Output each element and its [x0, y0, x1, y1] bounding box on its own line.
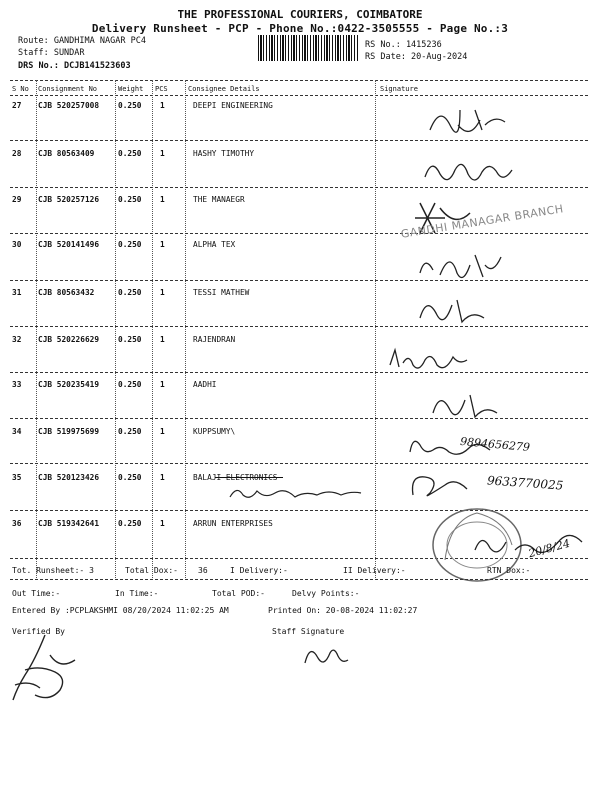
row-pcs: 1 [160, 335, 165, 344]
row-consignee: ALPHA TEX [193, 240, 236, 249]
column-header-sno: S No [12, 85, 29, 93]
row-consignment: CJB 519342641 [38, 519, 100, 528]
column-header-signature: Signature [380, 85, 418, 93]
row-pcs: 1 [160, 101, 165, 110]
row-pcs: 1 [160, 195, 165, 204]
table-row [0, 101, 600, 149]
staff-label: Staff: SUNDAR [18, 48, 85, 58]
signature-mark [420, 152, 515, 192]
verified-signature [5, 630, 85, 710]
company-title: THE PROFESSIONAL COURIERS, COIMBATORE [177, 8, 423, 21]
total-dox-value: 36 [198, 566, 208, 575]
in-time: In Time:- [115, 589, 159, 598]
row-sno: 28 [12, 149, 22, 158]
row-consignment: CJB 520123426 [38, 473, 100, 482]
row-weight: 0.250 [118, 288, 142, 297]
signature-mark [415, 245, 505, 285]
printed-on: Printed On: 20-08-2024 11:02:27 [268, 606, 418, 615]
verified-by: Verified By [12, 627, 65, 636]
rs-date: RS Date: 20-Aug-2024 [365, 52, 468, 62]
row-sno: 33 [12, 380, 22, 389]
total-runsheet: Tot. Runsheet:- 3 [12, 566, 94, 575]
barcode-image [258, 35, 358, 61]
handwritten-phone: 9633770025 [486, 473, 564, 493]
divider [10, 80, 588, 81]
i-delivery: I Delivery:- [230, 566, 288, 575]
row-consignment: CJB 520257126 [38, 195, 100, 204]
table-row [0, 380, 600, 428]
handwritten-date-text: 20/8/24 [527, 536, 572, 561]
delvy-points: Delvy Points:- [292, 589, 360, 598]
row-consignment: CJB 520235419 [38, 380, 100, 389]
branch-stamp: GANDHI MANAGAR BRANCH [399, 202, 565, 241]
column-header-pcs: PCS [155, 85, 168, 93]
row-consignee: TESSI MATHEW [193, 288, 250, 297]
signature-mark [420, 100, 510, 145]
row-consignee: DEEPI ENGINEERING [193, 101, 273, 110]
row-weight: 0.250 [118, 101, 142, 110]
handwritten-note [225, 483, 365, 503]
row-weight: 0.250 [118, 240, 142, 249]
row-consignment: CJB 520257008 [38, 101, 100, 110]
rs-number: RS No.: 1415236 [365, 40, 442, 50]
signature-mark [412, 290, 492, 330]
row-sno: 36 [12, 519, 22, 528]
out-time: Out Time:- [12, 589, 61, 598]
row-pcs: 1 [160, 380, 165, 389]
row-sno: 27 [12, 101, 22, 110]
row-sno: 32 [12, 335, 22, 344]
divider [10, 95, 588, 96]
row-consignment: CJB 80563409 [38, 149, 95, 158]
row-weight: 0.250 [118, 427, 142, 436]
row-consignment: CJB 80563432 [38, 288, 95, 297]
row-pcs: 1 [160, 240, 165, 249]
signature-mark [425, 385, 505, 425]
row-pcs: 1 [160, 288, 165, 297]
handwritten-phone: 9894656279 [459, 434, 531, 455]
drs-number: DRS No.: DCJB141523603 [18, 61, 131, 71]
row-consignee: HASHY TIMOTHY [193, 149, 255, 158]
strike-line [215, 477, 283, 478]
row-weight: 0.250 [118, 195, 142, 204]
row-consignment: CJB 519975699 [38, 427, 100, 436]
rtn-dox: RTN Dox:- [487, 566, 531, 575]
entered-by: Entered By :PCPLAKSHMI 08/20/2024 11:02:25 AM [12, 606, 229, 615]
column-header-consignee: Consignee Details [188, 85, 260, 93]
row-consignee: ARRUN ENTERPRISES [193, 519, 273, 528]
column-header-consignment: Consignment No [38, 85, 98, 93]
row-weight: 0.250 [118, 335, 142, 344]
total-dox-label: Total Dox:- [125, 566, 178, 575]
row-pcs: 1 [160, 149, 165, 158]
staff-signature-label: Staff Signature [272, 627, 345, 636]
row-weight: 0.250 [118, 380, 142, 389]
row-weight: 0.250 [118, 149, 142, 158]
runsheet-subtitle: Delivery Runsheet - PCP - Phone No.:0422-3505555 - Page No.:3 [91, 22, 509, 35]
row-consignee: AADHI [193, 380, 217, 389]
row-consignment: CJB 520141496 [38, 240, 100, 249]
row-weight: 0.250 [118, 473, 142, 482]
row-sno: 31 [12, 288, 22, 297]
row-pcs: 1 [160, 473, 165, 482]
staff-signature [300, 638, 350, 670]
table-row [0, 288, 600, 336]
signature-mark [405, 465, 475, 505]
row-sno: 29 [12, 195, 22, 204]
column-header-weight: Weight [118, 85, 144, 93]
row-pcs: 1 [160, 427, 165, 436]
row-weight: 0.250 [118, 519, 142, 528]
row-pcs: 1 [160, 519, 165, 528]
handwritten-date [470, 520, 590, 570]
row-consignee: BALAJI ELECTRONICS [193, 473, 278, 482]
table-row [0, 335, 600, 383]
row-consignee: THE MANAEGR [193, 195, 245, 204]
route-label: Route: GANDHIMA NAGAR PC4 [18, 36, 146, 46]
row-consignee: RAJENDRAN [193, 335, 236, 344]
signature-mark [385, 345, 475, 375]
total-pod: Total POD:- [212, 589, 265, 598]
row-consignee: KUPPSUMY\ [193, 427, 236, 436]
row-consignment: CJB 520226629 [38, 335, 100, 344]
ii-delivery: II Delivery:- [343, 566, 406, 575]
row-sno: 34 [12, 427, 22, 436]
row-sno: 30 [12, 240, 22, 249]
row-sno: 35 [12, 473, 22, 482]
